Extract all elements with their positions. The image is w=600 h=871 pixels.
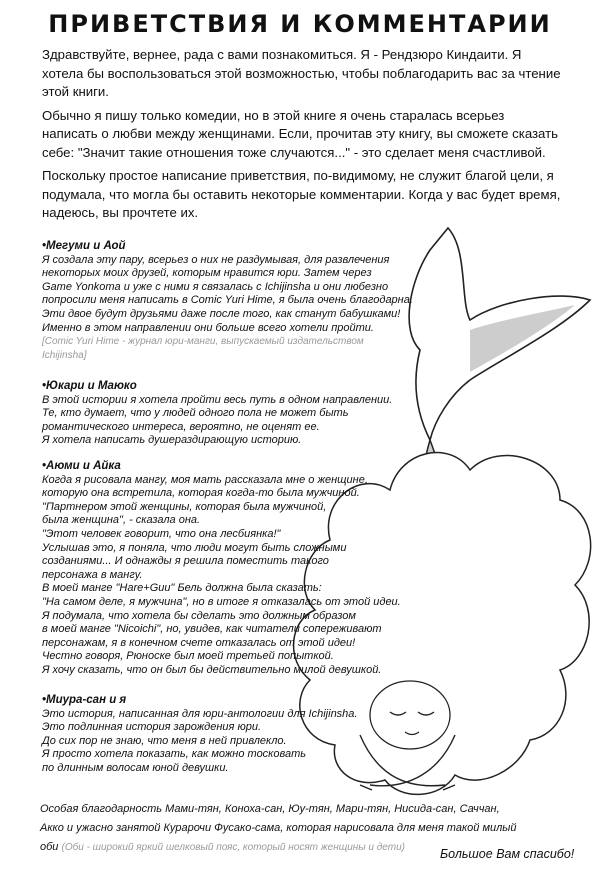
text-line: "Этот человек говорит, что она лесбиянка!" bbox=[42, 527, 281, 540]
text-line: попросили меня написать в Comic Yuri Hime, я была очень благодарна. bbox=[42, 294, 413, 307]
section-megumi-aoi bbox=[42, 240, 412, 362]
text-line: Услышав это, я поняла, что люди могут быть сложными bbox=[42, 541, 347, 554]
text-line: Это подлинная история зарождения юри. bbox=[42, 721, 262, 734]
text-line: персонажам, я в конечном счете отказалась от этой идеи! bbox=[42, 636, 356, 649]
text-line: Я просто хотела показать, как можно тосковать bbox=[42, 748, 307, 761]
text-line: Когда я рисовала мангу, моя мать рассказала мне о женщине, bbox=[42, 473, 368, 486]
footnote: (Оби - широкий яркий шелковый пояс, который носят женщины и дети) bbox=[61, 842, 405, 853]
section-heading: •Аюми и Айка bbox=[42, 460, 121, 472]
text-line: по длинным волосам юной девушки. bbox=[42, 761, 229, 774]
text-line: В моей манге "Hare+Guu" Бель должна была сказать: bbox=[42, 582, 322, 595]
section-ayumi-aika bbox=[42, 460, 412, 678]
section-yukari-mayuko bbox=[42, 380, 412, 448]
text-line: Это история, написанная для юри-антологии для Ichijinsha. bbox=[42, 707, 358, 720]
intro-paragraph: Поскольку простое написание приветствия, по-видимому, не служит благой цели, я подумала, что могла бы оставить некоторые комментарии. Когда у вас будет время, надеюсь, вы прочтете их. bbox=[42, 168, 561, 220]
text-line: Честно говоря, Рюноске был моей третьей попыткой. bbox=[42, 650, 334, 663]
text-line: "Партнером этой женщины, которая была мужчиной, bbox=[42, 500, 327, 513]
text-line: Те, кто думает, что у людей одного пола не может быть bbox=[42, 407, 349, 420]
text-line: созданиями... И однажды я решила поместить такого bbox=[42, 555, 329, 568]
text-line: До сих пор не знаю, что меня в ней привлекло. bbox=[42, 734, 287, 747]
text-line: в моей манге "Nicoichi", но, увидев, как читатели сопереживают bbox=[42, 623, 382, 636]
text-line: Game Yonkoma и уже с ними я связалась с Ichijinsha и они любезно bbox=[42, 280, 389, 293]
thanks-line: Акко и ужасно занятой Курарочи Фусако-сама, которая нарисовала для меня такой милый bbox=[40, 822, 517, 834]
section-heading: •Юкари и Маюко bbox=[42, 380, 137, 392]
text-line: которую она встретила, которая когда-то была мужчиной. bbox=[42, 487, 360, 500]
footnote: [Comic Yuri Hime - журнал юри-манги, выпускаемый издательством Ichijinsha] bbox=[42, 336, 364, 361]
text-line: романтического интереса, вероятно, не оценят ее. bbox=[42, 420, 320, 433]
text-line: Эти двое будут друзьями даже после того, как станут бабушками! bbox=[42, 307, 401, 320]
text-line: некоторых моих друзей, которым нравится юри. Затем через bbox=[42, 267, 372, 280]
text-line: "На самом деле, я мужчина", но в итоге я отказалась от этой идеи. bbox=[42, 595, 401, 608]
text-line: Именно в этом направлении они больше всего хотели пройти. bbox=[42, 321, 374, 334]
text-line: Я подумала, что хотела бы сделать это должным образом bbox=[42, 609, 356, 622]
intro-paragraph: Здравствуйте, вернее, рада с вами познакомиться. Я - Рендзюро Киндаити. Я хотела бы воспользоваться этой возможностью, чтобы поблагодарить вас за чтение этой книги. bbox=[42, 47, 561, 99]
text-line: В этой истории я хотела пройти весь путь в одном направлении. bbox=[42, 393, 393, 406]
page-title: ПРИВЕТСТВИЯ И КОММЕНТАРИИ bbox=[48, 10, 552, 38]
text-line: персонажа в мангу. bbox=[42, 568, 143, 581]
section-heading: •Мегуми и Аой bbox=[42, 240, 126, 252]
thanks-obi: оби bbox=[40, 841, 59, 853]
text-line: была женщина", - сказала она. bbox=[42, 514, 201, 527]
intro-paragraph: Обычно я пишу только комедии, но в этой книге я очень старалась всерьез написать о любви между женщинами. Если, прочитав эту книгу, вы сможете сказать себе: "Значит такие отношения тоже случаются..." - это сделает меня счастливой. bbox=[42, 107, 559, 160]
text-line: Я создала эту пару, всерьез о них не раздумывая, для развлечения bbox=[42, 253, 390, 266]
intro-text bbox=[42, 46, 562, 228]
section-heading: •Миура-сан и я bbox=[42, 694, 127, 706]
closing-thanks: Большое Вам спасибо! bbox=[440, 847, 575, 861]
section-miura-san bbox=[42, 694, 412, 776]
text-line: Я хочу сказать, что он был бы действительно милой девушкой. bbox=[42, 663, 382, 676]
text-line: Я хотела написать душераздирающую историю. bbox=[42, 434, 302, 447]
thanks-line: Особая благодарность Мами-тян, Коноха-сан, Юу-тян, Мари-тян, Нисида-сан, Саччан, bbox=[40, 803, 500, 815]
